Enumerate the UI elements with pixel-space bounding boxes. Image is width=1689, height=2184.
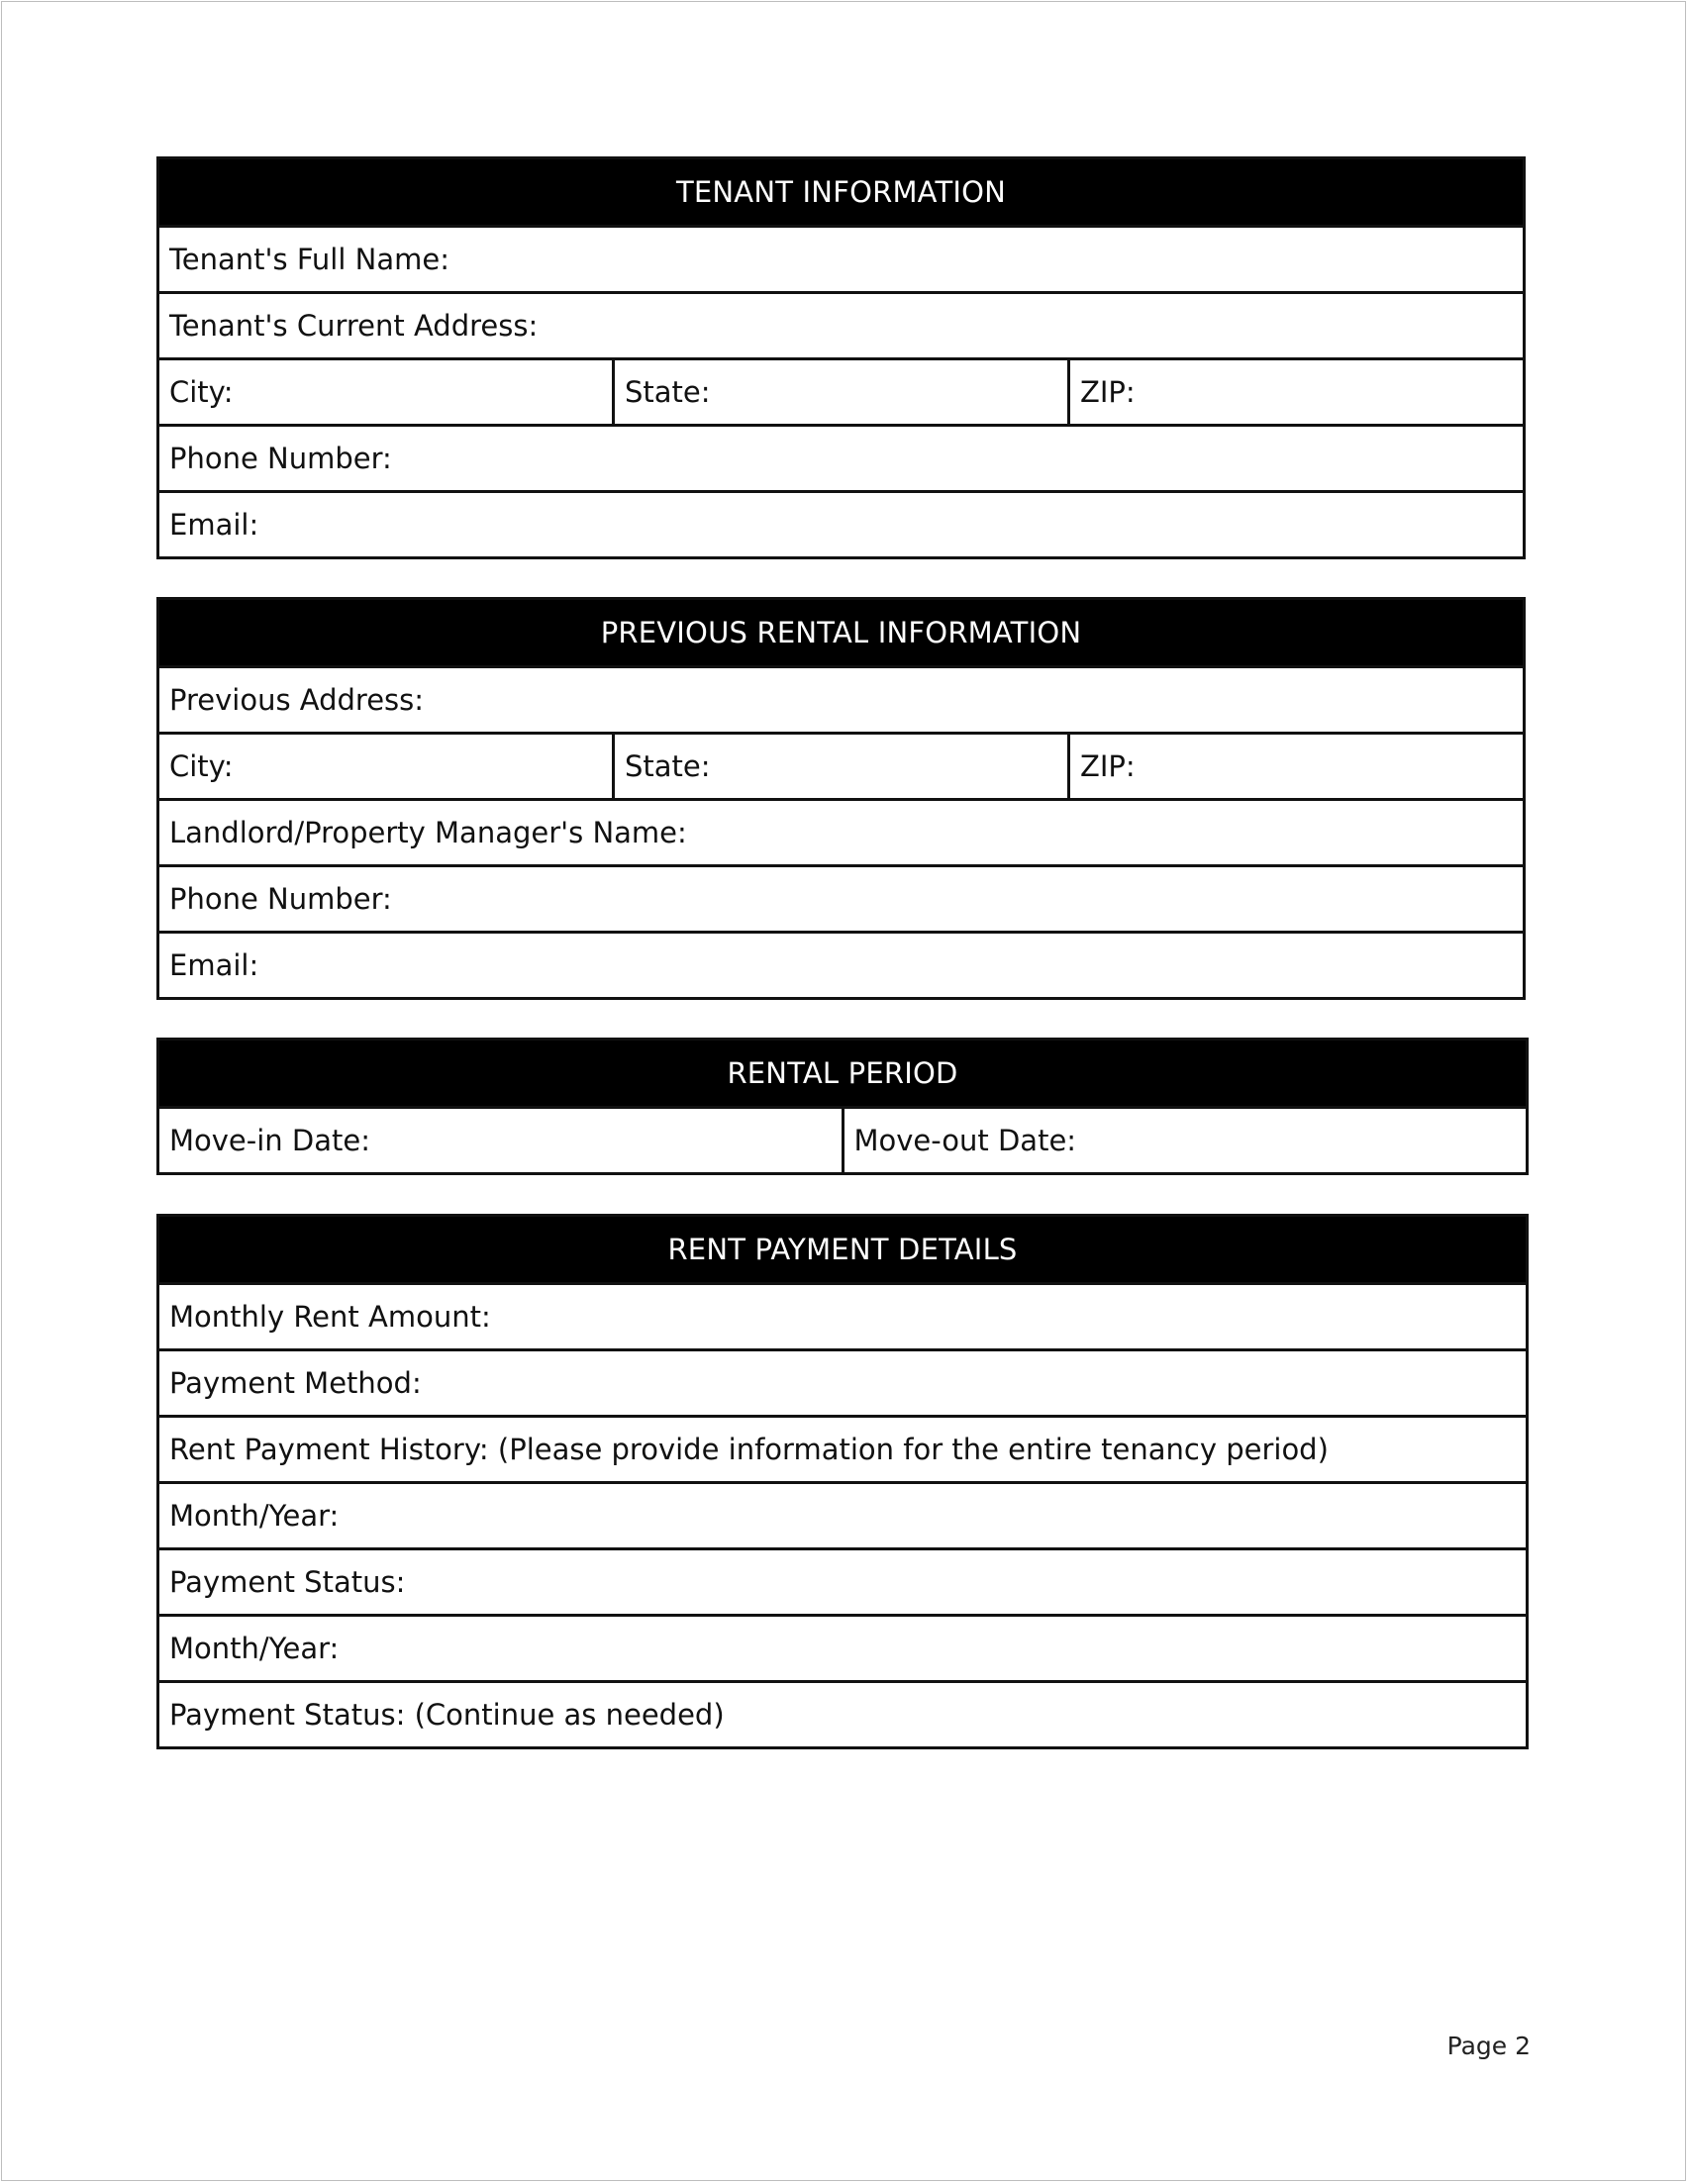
section-header: RENTAL PERIOD bbox=[159, 1041, 1526, 1106]
form-row bbox=[159, 732, 1523, 798]
section-header: PREVIOUS RENTAL INFORMATION bbox=[159, 600, 1523, 665]
form-row bbox=[159, 1348, 1526, 1415]
previous-rental-section bbox=[156, 597, 1526, 1000]
previous-state-field[interactable]: State: bbox=[612, 735, 1067, 798]
payment-history-label: Rent Payment History: (Please provide information for the entire tenancy period) bbox=[169, 1433, 1329, 1466]
tenant-email-field[interactable]: Email: bbox=[169, 508, 259, 542]
tenant-full-name-field[interactable]: Tenant's Full Name: bbox=[169, 243, 449, 276]
rental-period-section bbox=[156, 1038, 1529, 1175]
tenant-current-address-field[interactable]: Tenant's Current Address: bbox=[169, 309, 539, 343]
previous-city-field[interactable]: City: bbox=[169, 749, 234, 783]
section-header: TENANT INFORMATION bbox=[159, 159, 1523, 225]
move-out-date-field[interactable]: Move-out Date: bbox=[842, 1109, 1527, 1172]
form-row bbox=[159, 1481, 1526, 1547]
tenant-city-field[interactable]: City: bbox=[169, 375, 234, 409]
form-row bbox=[159, 357, 1523, 424]
monthly-rent-field[interactable]: Monthly Rent Amount: bbox=[169, 1300, 491, 1334]
landlord-phone-field[interactable]: Phone Number: bbox=[169, 882, 392, 916]
payment-status-field[interactable]: Payment Status: bbox=[169, 1565, 406, 1599]
page-number: Page 2 bbox=[1446, 2032, 1531, 2060]
form-row bbox=[159, 1680, 1526, 1746]
month-year-field[interactable]: Month/Year: bbox=[169, 1632, 340, 1665]
form-row bbox=[159, 1614, 1526, 1680]
previous-address-field[interactable]: Previous Address: bbox=[169, 683, 425, 717]
payment-method-field[interactable]: Payment Method: bbox=[169, 1366, 422, 1400]
previous-zip-field[interactable]: ZIP: bbox=[1067, 735, 1523, 798]
form-row bbox=[159, 931, 1523, 997]
form-row bbox=[159, 1547, 1526, 1614]
form-row bbox=[159, 225, 1523, 291]
month-year-field[interactable]: Month/Year: bbox=[169, 1499, 340, 1533]
form-row bbox=[159, 424, 1523, 490]
form-row bbox=[159, 665, 1523, 732]
form-row bbox=[159, 798, 1523, 864]
tenant-zip-field[interactable]: ZIP: bbox=[1067, 360, 1523, 424]
rent-payment-section bbox=[156, 1214, 1529, 1749]
form-row bbox=[159, 1282, 1526, 1348]
tenant-phone-field[interactable]: Phone Number: bbox=[169, 442, 392, 475]
form-row bbox=[159, 864, 1523, 931]
tenant-information-section bbox=[156, 156, 1526, 559]
form-row bbox=[159, 291, 1523, 357]
tenant-state-field[interactable]: State: bbox=[612, 360, 1067, 424]
form-row bbox=[159, 1106, 1526, 1172]
section-header: RENT PAYMENT DETAILS bbox=[159, 1217, 1526, 1282]
landlord-name-field[interactable]: Landlord/Property Manager's Name: bbox=[169, 816, 687, 849]
landlord-email-field[interactable]: Email: bbox=[169, 948, 259, 982]
move-in-date-field[interactable]: Move-in Date: bbox=[169, 1124, 370, 1157]
payment-status-field[interactable]: Payment Status: (Continue as needed) bbox=[169, 1698, 725, 1732]
form-row bbox=[159, 1415, 1526, 1481]
form-row bbox=[159, 490, 1523, 556]
